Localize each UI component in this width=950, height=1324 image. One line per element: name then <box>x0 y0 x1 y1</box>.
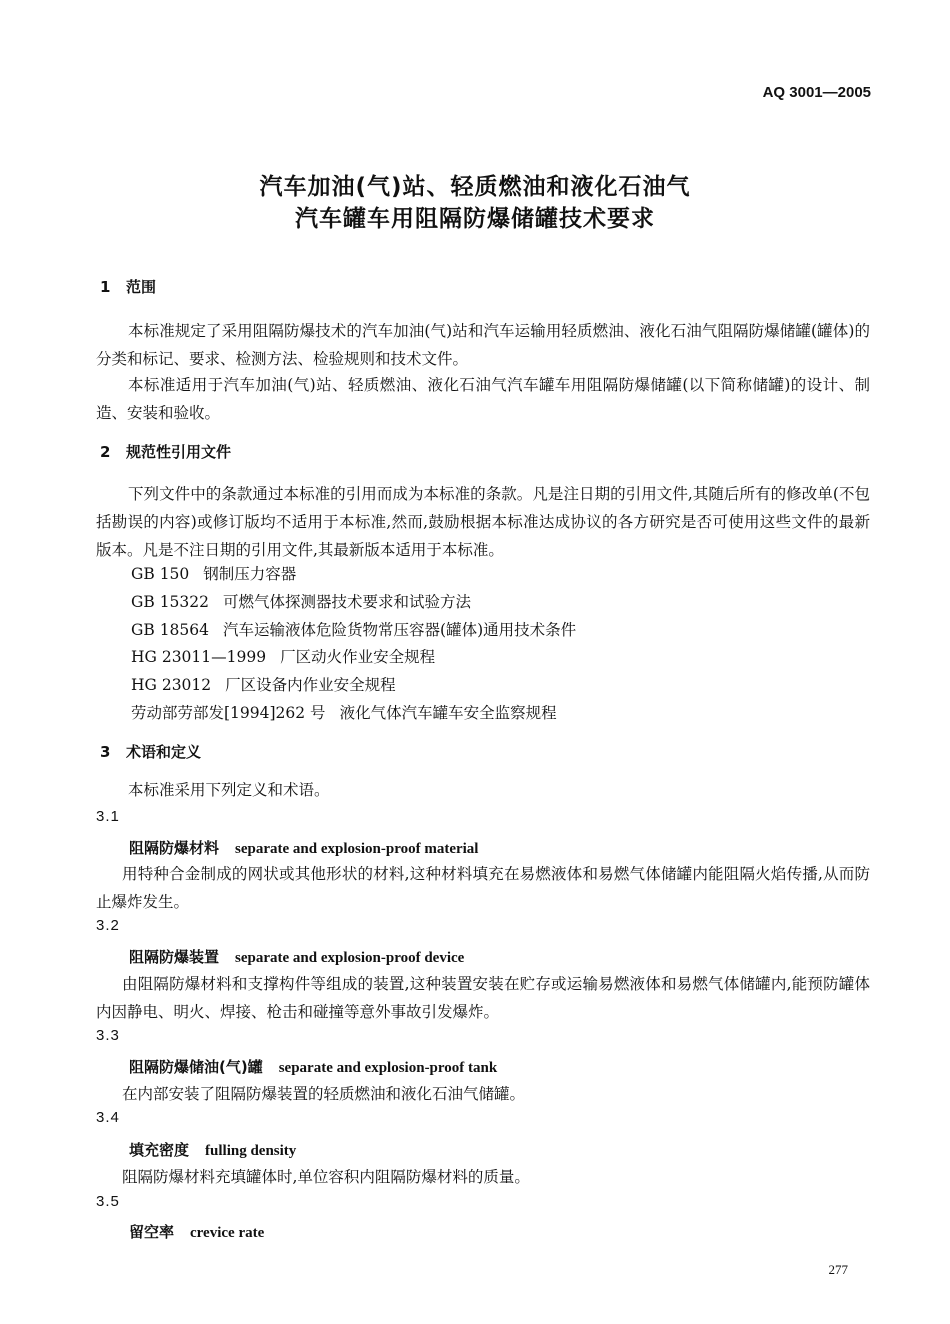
term-en: separate and explosion-proof tank <box>278 1060 498 1076</box>
reference-item <box>131 562 296 584</box>
reference-item <box>131 618 576 640</box>
term-number: 3.3 <box>96 1027 120 1044</box>
reference-code: HG 23011—1999 <box>131 648 267 666</box>
section-number: 2 <box>100 443 111 461</box>
reference-code: GB 18564 <box>131 621 210 639</box>
term-heading <box>129 1221 264 1242</box>
section-2-heading <box>100 441 231 462</box>
section-title: 术语和定义 <box>126 743 202 761</box>
term-number: 3.5 <box>96 1193 120 1210</box>
term-heading <box>129 1056 497 1077</box>
section-3-heading <box>100 741 201 762</box>
section-1-heading <box>100 276 156 297</box>
term-heading <box>129 1139 296 1160</box>
standard-code: AQ 3001—2005 <box>762 84 871 101</box>
term-en: fulling density <box>205 1143 297 1159</box>
reference-title: 液化气体汽车罐车安全监察规程 <box>339 704 557 722</box>
term-heading <box>129 946 464 967</box>
section-3-intro: 本标准采用下列定义和术语。 <box>128 781 330 799</box>
term-zh: 阻隔防爆材料 <box>129 839 220 857</box>
term-en: crevice rate <box>190 1225 265 1241</box>
section-title: 规范性引用文件 <box>126 443 232 461</box>
reference-title: 汽车运输液体危险货物常压容器(罐体)通用技术条件 <box>223 621 577 639</box>
section-number: 3 <box>100 743 111 761</box>
section-title: 范围 <box>126 278 157 296</box>
reference-title: 可燃气体探测器技术要求和试验方法 <box>223 593 472 611</box>
term-number: 3.2 <box>96 917 120 934</box>
section-1-paragraph-2: 本标准适用于汽车加油(气)站、轻质燃油、液化石油气汽车罐车用阻隔防爆储罐(以下简称储罐)的设计、制造、安装和验收。 <box>96 376 870 422</box>
reference-title: 钢制压力容器 <box>203 565 297 583</box>
title-line-1: 汽车加油(气)站、轻质燃油和液化石油气 <box>259 174 691 200</box>
reference-code: 劳动部劳部发[1994]262 号 <box>131 704 326 722</box>
reference-title: 厂区动火作业安全规程 <box>280 648 436 666</box>
title-line-2: 汽车罐车用阻隔防爆储罐技术要求 <box>295 206 655 232</box>
term-definition: 用特种合金制成的网状或其他形状的材料,这种材料填充在易燃液体和易燃气体储罐内能阻隔火焰传播,从而防止爆炸发生。 <box>96 865 870 911</box>
term-number: 3.1 <box>96 808 120 825</box>
section-number: 1 <box>100 278 111 296</box>
section-2-paragraph-1: 下列文件中的条款通过本标准的引用而成为本标准的条款。凡是注日期的引用文件,其随后所有的修改单(不包括勘误的内容)或修订版均不适用于本标准,然而,鼓励根据本标准达成协议的各方研究是否可使用这些文件的最新版本。凡是不注日期的引用文件,其最新版本适用于本标准。 <box>96 485 870 559</box>
reference-item <box>131 590 471 612</box>
reference-title: 厂区设备内作业安全规程 <box>225 676 396 694</box>
reference-code: GB 15322 <box>131 593 210 611</box>
term-en: separate and explosion-proof material <box>235 841 479 857</box>
term-zh: 留空率 <box>129 1223 175 1241</box>
reference-item <box>131 673 396 695</box>
term-definition: 阻隔防爆材料充填罐体时,单位容积内阻隔防爆材料的质量。 <box>122 1168 530 1186</box>
section-1-paragraph-1: 本标准规定了采用阻隔防爆技术的汽车加油(气)站和汽车运输用轻质燃油、液化石油气阻隔防爆储罐(罐体)的分类和标记、要求、检测方法、检验规则和技术文件。 <box>96 322 870 368</box>
page-number: 277 <box>828 1262 848 1277</box>
term-number: 3.4 <box>96 1109 120 1126</box>
term-heading <box>129 837 478 858</box>
reference-code: HG 23012 <box>131 676 212 694</box>
reference-code: GB 150 <box>131 565 190 583</box>
term-definition: 在内部安装了阻隔防爆装置的轻质燃油和液化石油气储罐。 <box>122 1085 526 1103</box>
term-zh: 阻隔防爆储油(气)罐 <box>129 1058 263 1076</box>
term-en: separate and explosion-proof device <box>235 950 465 966</box>
term-definition: 由阻隔防爆材料和支撑构件等组成的装置,这种装置安装在贮存或运输易燃液体和易燃气体储罐内,能预防罐体内因静电、明火、焊接、枪击和碰撞等意外事故引发爆炸。 <box>96 975 870 1021</box>
reference-item <box>131 701 557 723</box>
term-zh: 阻隔防爆装置 <box>129 948 220 966</box>
term-zh: 填充密度 <box>129 1141 190 1159</box>
reference-item <box>131 645 435 667</box>
